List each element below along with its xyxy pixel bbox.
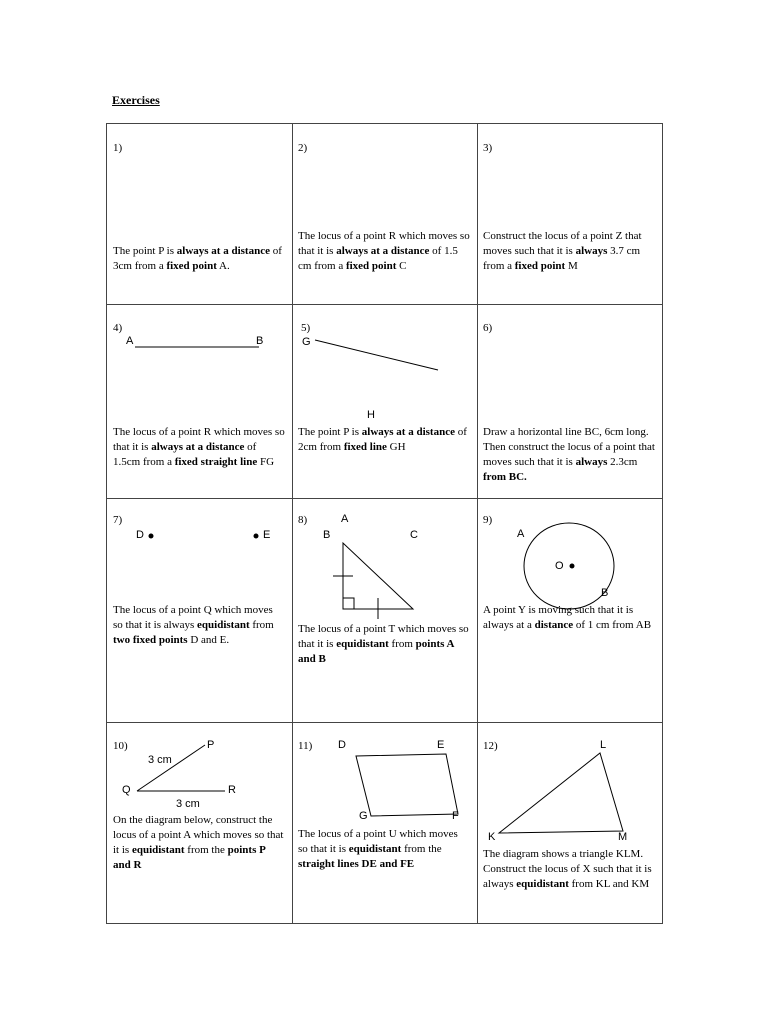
point-label-d: D bbox=[338, 739, 346, 751]
exercise-cell-5 bbox=[293, 305, 477, 498]
point-label-a: A bbox=[517, 528, 525, 540]
exercise-number: 11) bbox=[298, 740, 313, 752]
exercise-number: 2) bbox=[298, 142, 308, 154]
right-triangle bbox=[293, 499, 477, 629]
point-label-p: P bbox=[207, 739, 215, 751]
exercise-text: The locus of a point Q which moves so that it is always equidistant from two fixed points D and E. bbox=[113, 604, 274, 646]
exercise-cell-12 bbox=[478, 723, 663, 925]
quadrilateral-degf bbox=[293, 723, 477, 823]
exercise-text: The locus of a point U which moves so that it is equidistant from the straight lines DE and FE bbox=[298, 828, 458, 870]
exercise-text: The diagram shows a triangle KLM. Construct the locus of X such that it is always equidistant from KL and KM bbox=[483, 848, 652, 890]
lines-pq-qr bbox=[107, 723, 292, 813]
line-gh bbox=[293, 305, 477, 385]
exercise-cell-9 bbox=[478, 499, 663, 722]
point-label-a: A bbox=[341, 513, 349, 525]
point-label-r: R bbox=[228, 784, 236, 796]
exercise-cell-7 bbox=[107, 499, 292, 722]
point-label-b: B bbox=[323, 529, 331, 541]
exercise-number: 12) bbox=[483, 740, 498, 752]
exercise-number: 8) bbox=[298, 514, 308, 526]
exercise-cell-2 bbox=[293, 124, 477, 304]
length-label-pq: 3 cm bbox=[148, 754, 172, 766]
point-label-h: H bbox=[367, 409, 375, 421]
exercise-cell-6 bbox=[478, 305, 663, 498]
point-label-b: B bbox=[256, 335, 264, 347]
exercise-number: 6) bbox=[483, 322, 493, 334]
point-label-b: B bbox=[601, 587, 609, 599]
circle-o bbox=[478, 499, 663, 609]
point-label-m: M bbox=[618, 831, 628, 843]
exercise-text: On the diagram below, construct the locus of a point A which moves so that it is equidistant from the points P and R bbox=[113, 814, 284, 871]
point-label-f: F bbox=[452, 810, 459, 822]
length-label-qr: 3 cm bbox=[176, 798, 200, 810]
exercise-text: The point P is always at a distance of 3cm from a fixed point A. bbox=[113, 245, 282, 272]
exercise-cell-1 bbox=[107, 124, 292, 304]
exercise-number: 4) bbox=[113, 322, 123, 334]
exercise-grid bbox=[106, 123, 663, 924]
exercise-number: 5) bbox=[301, 322, 311, 334]
exercise-text: Draw a horizontal line BC, 6cm long. Then construct the locus of a point that moves such that it is always 2.3cm from BC. bbox=[483, 426, 655, 483]
exercise-text: The point P is always at a distance of 2cm from fixed line GH bbox=[298, 426, 467, 453]
exercise-cell-11 bbox=[293, 723, 477, 925]
exercise-text: The locus of a point R which moves so that it is always at a distance of 1.5 cm from a fixed point C bbox=[298, 230, 470, 272]
point-label-g: G bbox=[359, 810, 368, 822]
point-label-a: A bbox=[126, 335, 134, 347]
point-label-g: G bbox=[302, 336, 311, 348]
point-label-l: L bbox=[600, 739, 607, 751]
point-label-c: C bbox=[410, 529, 418, 541]
fixed-points-de bbox=[107, 499, 292, 559]
point-label-e: E bbox=[437, 739, 445, 751]
exercise-cell-3 bbox=[478, 124, 663, 304]
exercise-number: 7) bbox=[113, 514, 123, 526]
exercise-text: Construct the locus of a point Z that moves such that it is always 3.7 cm from a fixed point M bbox=[483, 230, 642, 272]
point-label-d: D bbox=[136, 529, 144, 541]
page-heading: Exercises bbox=[112, 93, 160, 107]
point-label-o: O bbox=[555, 560, 564, 572]
exercise-number: 1) bbox=[113, 142, 123, 154]
exercise-cell-8 bbox=[293, 499, 477, 722]
line-ab bbox=[107, 305, 292, 365]
exercise-number: 3) bbox=[483, 142, 493, 154]
point-label-k: K bbox=[488, 831, 496, 843]
exercise-number: 9) bbox=[483, 514, 493, 526]
exercise-number: 10) bbox=[113, 740, 128, 752]
exercise-cell-4 bbox=[107, 305, 292, 498]
exercise-text: A point Y is moving such that it is always at a distance of 1 cm from AB bbox=[483, 604, 652, 631]
exercise-text: The locus of a point R which moves so that it is always at a distance of 1.5cm from a fixed straight line FG bbox=[113, 426, 285, 468]
point-label-e: E bbox=[263, 529, 271, 541]
exercise-cell-10 bbox=[107, 723, 292, 925]
exercise-text: The locus of a point T which moves so that it is equidistant from points A and B bbox=[298, 623, 469, 665]
triangle-klm bbox=[478, 723, 663, 843]
point-label-q: Q bbox=[122, 784, 131, 796]
